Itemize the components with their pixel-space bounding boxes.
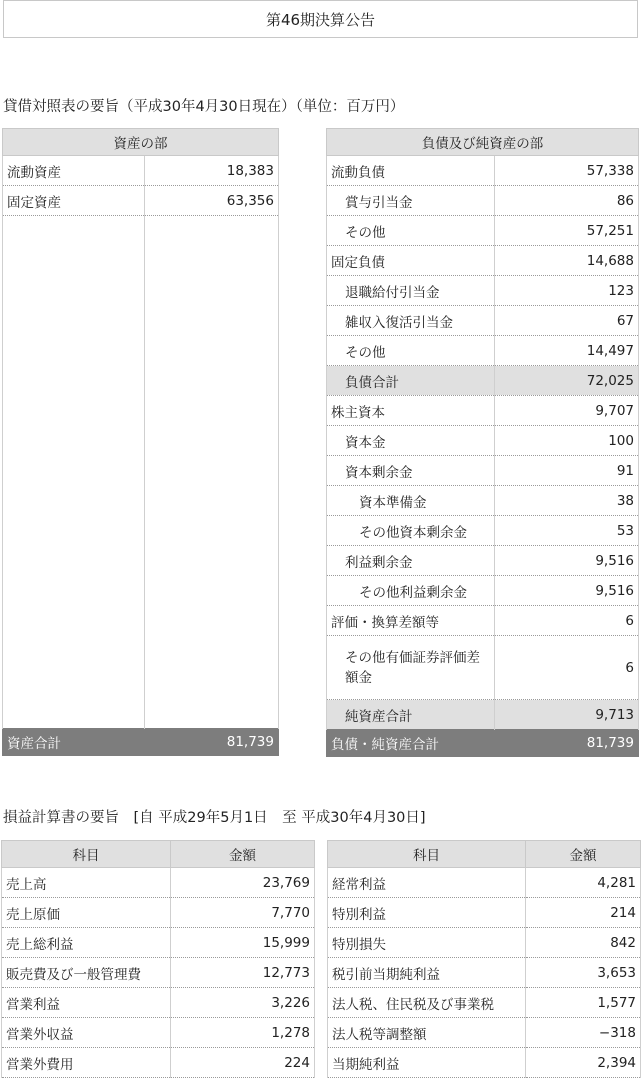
row-label: その他利益剰余金 [327, 576, 495, 606]
table-row [327, 186, 639, 216]
row-value: 57,338 [495, 156, 639, 186]
table-row [2, 988, 315, 1018]
row-value: 224 [171, 1048, 315, 1078]
assets-table [2, 128, 279, 756]
table-row [327, 636, 639, 700]
row-value: 53 [495, 516, 639, 546]
table-row [327, 606, 639, 636]
row-value: 842 [526, 928, 641, 958]
liabilities-header: 負債及び純資産の部 [327, 129, 639, 156]
income-statement-heading: 損益計算書の要旨 [自 平成29年5月1日 至 平成30年4月30日] [3, 810, 426, 826]
row-label: 当期純利益 [328, 1048, 526, 1078]
row-label: 退職給付引当金 [327, 276, 495, 306]
row-label: 法人税、住民税及び事業税 [328, 988, 526, 1018]
row-label: 税引前当期純利益 [328, 958, 526, 988]
row-label: その他資本剰余金 [327, 516, 495, 546]
row-value: 3,653 [526, 958, 641, 988]
column-header-amount: 金額 [526, 841, 641, 868]
row-label: 営業外費用 [2, 1048, 171, 1078]
row-value: 6 [495, 636, 639, 700]
table-row [2, 898, 315, 928]
row-value: 86 [495, 186, 639, 216]
table-row [328, 1018, 641, 1048]
row-label: 負債・純資産合計 [327, 730, 495, 757]
table-row [2, 868, 315, 898]
row-label: 株主資本 [327, 396, 495, 426]
balance-sheet-heading: 貸借対照表の要旨（平成30年4月30日現在）（単位：百万円） [3, 99, 405, 115]
row-value: 3,226 [171, 988, 315, 1018]
table-row [327, 396, 639, 426]
row-value: 9,516 [495, 546, 639, 576]
row-label: 利益剰余金 [327, 546, 495, 576]
row-value: 14,497 [495, 336, 639, 366]
table-row [327, 576, 639, 606]
assets-total-row [3, 729, 279, 756]
table-row [327, 456, 639, 486]
table-row [327, 156, 639, 186]
empty-row [3, 216, 279, 729]
assets-header: 資産の部 [3, 129, 279, 156]
row-label: 固定資産 [3, 186, 145, 216]
row-label: 資産合計 [3, 729, 145, 756]
row-label: 売上総利益 [2, 928, 171, 958]
table-row [327, 426, 639, 456]
table-row [327, 486, 639, 516]
row-label: 営業利益 [2, 988, 171, 1018]
row-label: 特別利益 [328, 898, 526, 928]
row-label: 負債合計 [327, 366, 495, 396]
row-value: 67 [495, 306, 639, 336]
row-value: 23,769 [171, 868, 315, 898]
row-label: その他 [327, 336, 495, 366]
income-table-right [327, 840, 641, 1078]
row-value: 9,707 [495, 396, 639, 426]
row-value: 4,281 [526, 868, 641, 898]
table-row [328, 928, 641, 958]
table-row [328, 1048, 641, 1078]
row-label: 法人税等調整額 [328, 1018, 526, 1048]
row-label: 流動負債 [327, 156, 495, 186]
row-value: 63,356 [145, 186, 279, 216]
table-row [3, 186, 279, 216]
table-row [2, 958, 315, 988]
table-row [327, 246, 639, 276]
row-label: 売上原価 [2, 898, 171, 928]
income-table-left [1, 840, 315, 1078]
row-label: その他有価証券評価差額金 [327, 636, 495, 700]
row-label: 販売費及び一般管理費 [2, 958, 171, 988]
table-row [327, 216, 639, 246]
row-value: 38 [495, 486, 639, 516]
table-row [328, 868, 641, 898]
table-row [327, 516, 639, 546]
liabilities-table [326, 128, 639, 757]
table-row [327, 546, 639, 576]
row-value: 7,770 [171, 898, 315, 928]
row-label: 雑収入復活引当金 [327, 306, 495, 336]
row-label: 賞与引当金 [327, 186, 495, 216]
table-row [327, 276, 639, 306]
column-header-item: 科目 [2, 841, 171, 868]
table-row [328, 958, 641, 988]
table-row [3, 156, 279, 186]
table-row [328, 898, 641, 928]
row-value: 12,773 [171, 958, 315, 988]
row-label: 営業外収益 [2, 1018, 171, 1048]
table-row [2, 1018, 315, 1048]
row-value: 91 [495, 456, 639, 486]
table-row [2, 1048, 315, 1078]
row-label: その他 [327, 216, 495, 246]
liabilities-total-row [327, 730, 639, 757]
row-value: 1,278 [171, 1018, 315, 1048]
column-header-item: 科目 [328, 841, 526, 868]
row-value: 6 [495, 606, 639, 636]
row-value: 14,688 [495, 246, 639, 276]
row-label: 資本金 [327, 426, 495, 456]
row-value: 57,251 [495, 216, 639, 246]
row-value: 81,739 [145, 729, 279, 756]
row-label: 売上高 [2, 868, 171, 898]
liabilities-subtotal-row [327, 366, 639, 396]
row-label: 経常利益 [328, 868, 526, 898]
table-row [327, 336, 639, 366]
row-value: 1,577 [526, 988, 641, 1018]
row-value: 9,713 [495, 700, 639, 730]
table-row [328, 988, 641, 1018]
row-label: 特別損失 [328, 928, 526, 958]
row-value: 100 [495, 426, 639, 456]
row-value: 18,383 [145, 156, 279, 186]
row-label: 流動資産 [3, 156, 145, 186]
row-value: −318 [526, 1018, 641, 1048]
row-value: 15,999 [171, 928, 315, 958]
row-value: 81,739 [495, 730, 639, 757]
net-assets-subtotal-row [327, 700, 639, 730]
page-title: 第46期決算公告 [3, 0, 638, 38]
column-header-amount: 金額 [171, 841, 315, 868]
row-label: 固定負債 [327, 246, 495, 276]
row-label: 資本準備金 [327, 486, 495, 516]
table-row [2, 928, 315, 958]
row-value: 2,394 [526, 1048, 641, 1078]
row-value: 123 [495, 276, 639, 306]
row-value: 214 [526, 898, 641, 928]
row-label: 純資産合計 [327, 700, 495, 730]
row-value: 72,025 [495, 366, 639, 396]
row-label: 評価・換算差額等 [327, 606, 495, 636]
row-label: 資本剰余金 [327, 456, 495, 486]
row-value: 9,516 [495, 576, 639, 606]
table-row [327, 306, 639, 336]
